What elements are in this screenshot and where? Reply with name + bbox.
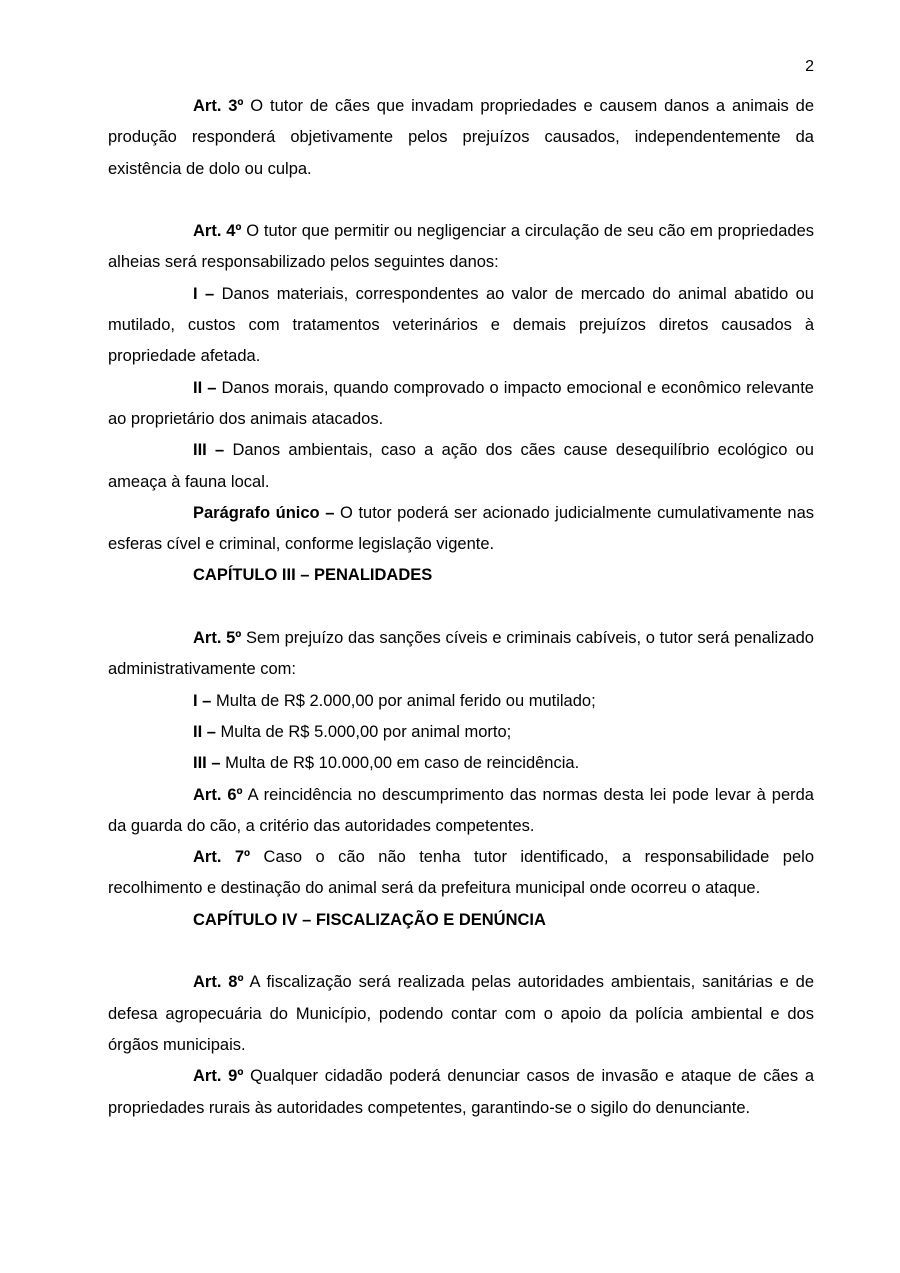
document-body bbox=[108, 91, 814, 1124]
item-label: II – bbox=[193, 378, 217, 397]
item-text: Multa de R$ 2.000,00 por animal ferido ou mutilado; bbox=[211, 691, 596, 710]
article-5 bbox=[108, 623, 814, 686]
article-text: A reincidência no descumprimento das normas desta lei pode levar à perda da guarda do cão, a critério das autoridades competentes. bbox=[108, 785, 814, 835]
article-label: Art. 8º bbox=[193, 973, 244, 992]
article-text: Sem prejuízo das sanções cíveis e criminais cabíveis, o tutor será penalizado administrativamente com: bbox=[108, 629, 814, 679]
article-4-sole-paragraph bbox=[108, 498, 814, 561]
article-4-item-ii bbox=[108, 373, 814, 436]
article-label: Art. 6º bbox=[193, 785, 243, 804]
article-4 bbox=[108, 216, 814, 279]
paragraph-text: O tutor poderá ser acionado judicialmente cumulativamente nas esferas cível e criminal, conforme legislação vigente. bbox=[108, 503, 814, 554]
article-label: Art. 7º bbox=[193, 848, 251, 867]
article-6 bbox=[108, 780, 814, 843]
article-9 bbox=[108, 1061, 814, 1124]
chapter-3-heading: CAPÍTULO III – PENALIDADES bbox=[193, 566, 433, 585]
article-text: Caso o cão não tenha tutor identificado, a responsabilidade pelo recolhimento e destinação do animal será da prefeitura municipal onde ocorreu o ataque. bbox=[108, 848, 814, 898]
article-5-item-i bbox=[108, 686, 814, 717]
article-text: A fiscalização será realizada pelas autoridades ambientais, sanitárias e de defesa agropecuária do Município, podendo contar com o apoio da polícia ambiental e dos órgãos municipais. bbox=[108, 973, 814, 1054]
article-5-item-ii bbox=[108, 717, 814, 748]
article-7 bbox=[108, 842, 814, 905]
item-label: III – bbox=[193, 441, 225, 460]
item-label: I – bbox=[193, 691, 212, 710]
article-text: O tutor de cães que invadam propriedades e causem danos a animais de produção responderá objetivamente pelos prejuízos causados, independentemente da existência de dolo ou culpa. bbox=[108, 97, 814, 178]
article-label: Art. 9º bbox=[193, 1067, 244, 1086]
article-4-item-iii bbox=[108, 435, 814, 498]
article-4-item-i bbox=[108, 279, 814, 373]
article-text: O tutor que permitir ou negligenciar a circulação de seu cão em propriedades alheias será responsabilizado pelos seguintes danos: bbox=[108, 222, 814, 272]
item-text: Danos morais, quando comprovado o impacto emocional e econômico relevante ao proprietário dos animais atacados. bbox=[108, 378, 814, 428]
item-label: II – bbox=[193, 722, 216, 741]
item-text: Danos ambientais, caso a ação dos cães cause desequilíbrio ecológico ou ameaça à fauna local. bbox=[108, 441, 814, 491]
page-number: 2 bbox=[805, 58, 814, 75]
item-label: I – bbox=[193, 284, 215, 303]
chapter-4-heading: CAPÍTULO IV – FISCALIZAÇÃO E DENÚNCIA bbox=[193, 910, 546, 929]
item-text: Multa de R$ 5.000,00 por animal morto; bbox=[215, 722, 512, 741]
paragraph-label: Parágrafo único – bbox=[193, 503, 335, 522]
item-label: III – bbox=[193, 754, 221, 773]
article-8 bbox=[108, 967, 814, 1061]
item-text: Danos materiais, correspondentes ao valor de mercado do animal abatido ou mutilado, custos com tratamentos veterinários e demais prejuízos diretos causados à propriedade afetada. bbox=[108, 284, 814, 366]
article-label: Art. 4º bbox=[193, 222, 242, 241]
item-text: Multa de R$ 10.000,00 em caso de reincidência. bbox=[220, 754, 580, 773]
article-text: Qualquer cidadão poderá denunciar casos de invasão e ataque de cães a propriedades rurais às autoridades competentes, garantindo-se o sigilo do denunciante. bbox=[108, 1067, 815, 1117]
article-label: Art. 5º bbox=[193, 629, 242, 648]
article-3 bbox=[108, 91, 814, 185]
article-5-item-iii bbox=[108, 748, 814, 779]
article-label: Art. 3º bbox=[193, 97, 244, 115]
